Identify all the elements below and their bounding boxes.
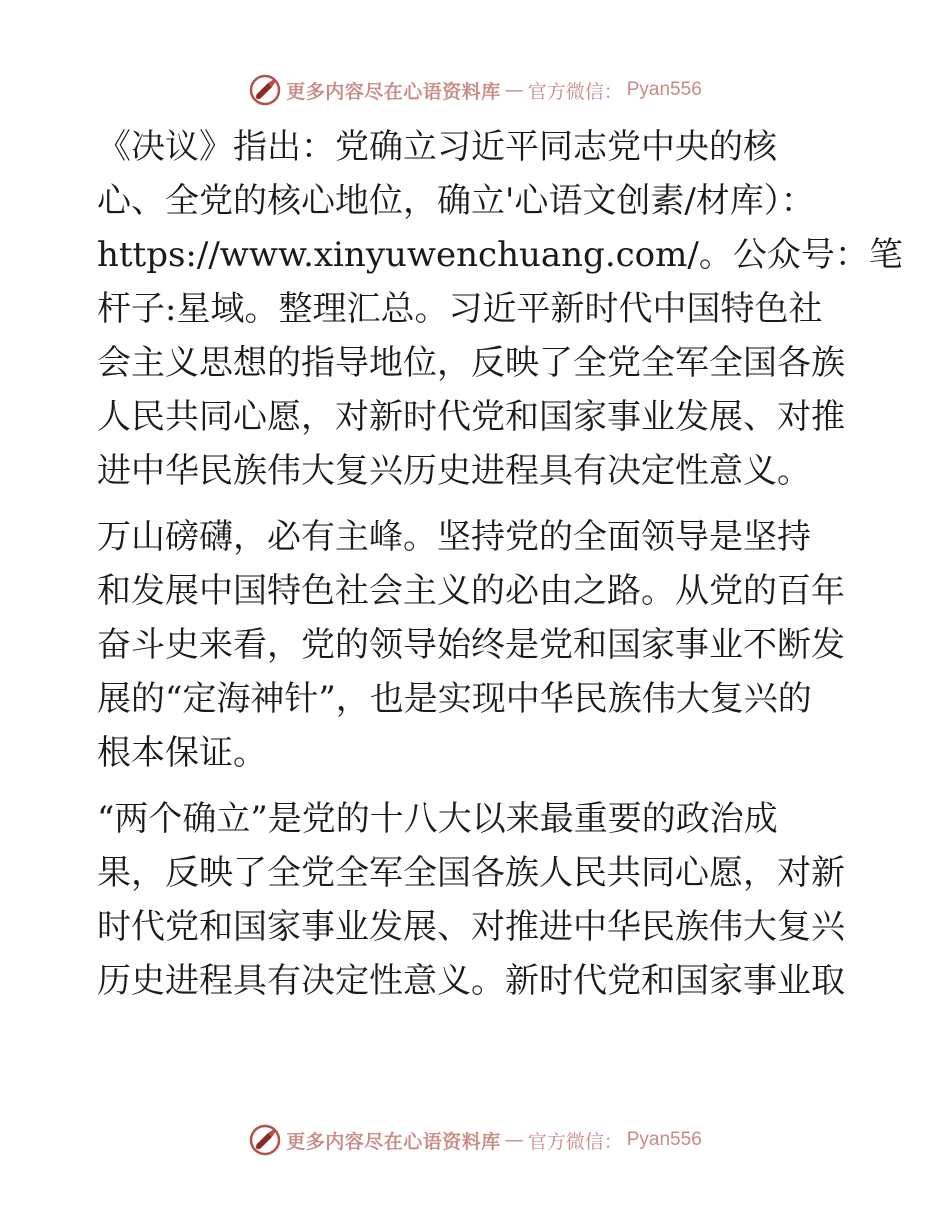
text-line: 会主义思想的指导地位，反映了全党全军全国各族	[97, 343, 845, 383]
text-line: 历史进程具有决定性意义。新时代党和国家事业取	[97, 961, 845, 1001]
text-line: “两个确立”是党的十八大以来最重要的政治成	[97, 799, 778, 839]
paragraph-3	[97, 792, 857, 1008]
brand-text: 更多内容尽在心语资料库	[286, 1130, 501, 1153]
text-line: 万山磅礴，必有主峰。坚持党的全面领导是坚持	[97, 517, 811, 557]
footer-watermark-banner	[0, 1120, 950, 1160]
wechat-label: 官方微信：	[527, 80, 623, 103]
text-line: https://www.xinyuwenchuang.com/。公众号：笔	[97, 235, 903, 275]
wechat-id: Pyan556	[626, 79, 702, 100]
text-line: 根本保证。	[97, 733, 267, 773]
text-line: 杆子:星域。整理汇总。习近平新时代中国特色社	[97, 289, 823, 329]
text-line: 展的“定海神针”，也是实现中华民族伟大复兴的	[97, 679, 812, 719]
wechat-label: 官方微信：	[527, 1130, 623, 1153]
banner-separator: —	[504, 1129, 524, 1151]
text-line: 心、全党的核心地位，确立'心语文创素/材库）：	[97, 181, 815, 221]
text-line: 《决议》指出：党确立习近平同志党中央的核	[97, 127, 777, 167]
banner-separator: —	[504, 79, 524, 101]
wechat-id: Pyan556	[626, 1129, 702, 1150]
brand-logo-icon	[248, 73, 282, 107]
paragraph-2	[97, 510, 857, 780]
document-body	[97, 120, 903, 1008]
text-line: 奋斗史来看，党的领导始终是党和国家事业不断发	[97, 625, 845, 665]
text-line: 和发展中国特色社会主义的必由之路。从党的百年	[97, 571, 845, 611]
paragraph-1	[97, 120, 903, 498]
text-line: 果，反映了全党全军全国各族人民共同心愿，对新	[97, 853, 845, 893]
text-line: 人民共同心愿，对新时代党和国家事业发展、对推	[97, 397, 845, 437]
header-watermark-banner	[0, 70, 950, 110]
text-line: 时代党和国家事业发展、对推进中华民族伟大复兴	[97, 907, 845, 947]
brand-logo-icon	[248, 1123, 282, 1157]
brand-text: 更多内容尽在心语资料库	[286, 80, 501, 103]
text-line: 进中华民族伟大复兴历史进程具有决定性意义。	[97, 451, 811, 491]
